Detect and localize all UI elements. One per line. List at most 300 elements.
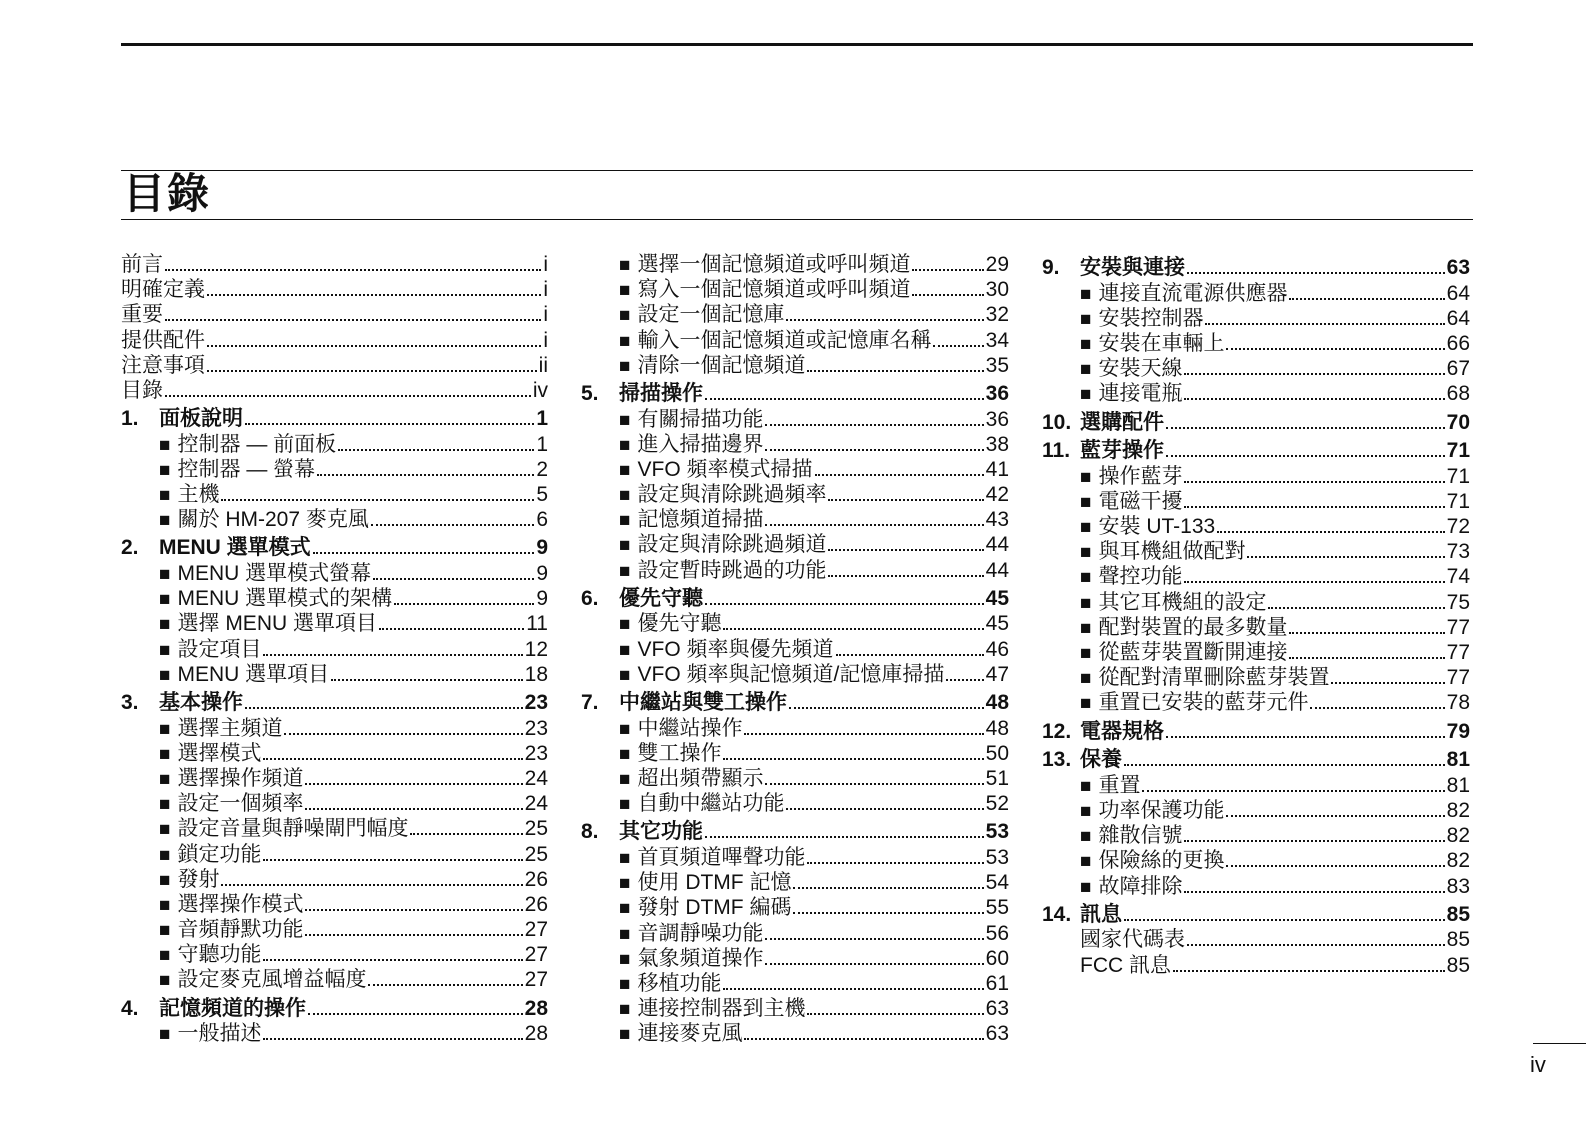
dot-leader	[1226, 814, 1444, 817]
section-number: 4.	[121, 996, 139, 1020]
toc-entry[interactable]	[121, 478, 548, 507]
toc-entry[interactable]	[121, 963, 548, 992]
toc-entry-label: 發射 DTMF 編碼	[637, 896, 792, 920]
dot-leader	[705, 397, 984, 400]
dot-leader	[1268, 606, 1444, 609]
toc-entry-label: 配對裝置的最多數量	[1098, 615, 1288, 639]
dot-leader	[1187, 271, 1445, 274]
dot-leader	[245, 422, 534, 425]
toc-entry-label: 設定音量與靜噪閘門幅度	[177, 817, 409, 841]
toc-entry[interactable]	[581, 273, 1009, 302]
toc-entry-page: 66	[1446, 331, 1470, 355]
toc-entry-label: MENU 選單模式螢幕	[177, 562, 372, 586]
dot-leader	[1166, 454, 1445, 457]
toc-entry[interactable]	[581, 428, 1009, 456]
dot-leader	[1173, 969, 1445, 972]
toc-entry-label: 記憶頻道的操作	[159, 996, 306, 1020]
square-bullet-icon: ■	[159, 459, 171, 481]
toc-entry-page: 11	[526, 612, 548, 636]
toc-entry[interactable]	[1042, 819, 1470, 848]
toc-entry-page: 6	[536, 508, 548, 532]
square-bullet-icon: ■	[1080, 643, 1092, 665]
toc-entry-page: iv	[532, 378, 548, 402]
dot-leader	[263, 958, 522, 961]
dot-leader	[263, 653, 522, 656]
toc-entry-page: 45	[985, 612, 1009, 636]
dot-leader	[705, 835, 984, 838]
square-bullet-icon: ■	[619, 255, 631, 276]
toc-entry-label: 重置	[1098, 773, 1141, 797]
dot-leader	[1184, 397, 1444, 400]
toc-entry-page: 9	[536, 562, 548, 586]
section-number: 6.	[581, 586, 599, 610]
toc-entry-label: MENU 選單模式	[159, 536, 311, 560]
toc-entry-label: 從配對清單刪除藍芽裝置	[1098, 666, 1330, 690]
dot-leader	[1217, 530, 1444, 533]
toc-entry-page: i	[543, 253, 548, 276]
toc-entry-label: 安裝 UT-133	[1098, 515, 1216, 539]
square-bullet-icon: ■	[619, 664, 631, 686]
dot-leader	[1124, 763, 1445, 766]
square-bullet-icon: ■	[159, 1024, 171, 1046]
toc-entry-page: 52	[985, 792, 1009, 816]
toc-entry-page: 77	[1446, 666, 1470, 690]
toc-entry-label: 設定與清除跳過頻道	[637, 533, 827, 557]
toc-entry-page: 70	[1446, 410, 1470, 434]
toc-entry[interactable]	[1042, 769, 1470, 797]
toc-entry[interactable]	[1042, 510, 1470, 539]
dot-leader	[744, 1037, 983, 1040]
title-rule-bottom	[121, 219, 1473, 220]
toc-entry[interactable]	[581, 324, 1009, 352]
toc-entry-label: 優先守聽	[637, 612, 722, 636]
toc-entry-page: 1	[536, 432, 548, 456]
toc-entry[interactable]	[121, 557, 548, 586]
toc-entry-label: 功率保護功能	[1098, 798, 1225, 822]
square-bullet-icon: ■	[159, 589, 171, 611]
square-bullet-icon: ■	[619, 434, 631, 456]
dot-leader	[305, 782, 522, 785]
toc-entry[interactable]	[121, 787, 548, 816]
toc-entry-label: 發射	[177, 867, 220, 891]
toc-entry[interactable]	[121, 582, 548, 611]
toc-entry-page: 71	[1446, 439, 1470, 463]
square-bullet-icon: ■	[619, 535, 631, 557]
square-bullet-icon: ■	[619, 459, 631, 481]
toc-entry-label: 選擇模式	[177, 741, 262, 765]
toc-entry-label: 中繼站與雙工操作	[619, 691, 787, 714]
top-rule	[121, 43, 1473, 46]
toc-entry[interactable]	[1042, 403, 1470, 432]
toc-entry-page: 82	[1446, 824, 1470, 848]
square-bullet-icon: ■	[1080, 876, 1092, 898]
toc-entry-label: MENU 選單項目	[177, 662, 330, 686]
toc-entry-page: 78	[1446, 691, 1470, 715]
toc-entry[interactable]	[581, 891, 1009, 920]
toc-entry-label: 鎖定功能	[177, 842, 262, 866]
dot-leader	[933, 344, 983, 347]
dot-leader	[765, 962, 983, 965]
dot-leader	[1289, 631, 1444, 634]
toc-entry-page: 85	[1446, 953, 1470, 977]
toc-entry[interactable]	[1042, 870, 1470, 898]
dot-leader	[765, 937, 983, 940]
toc-entry[interactable]	[581, 787, 1009, 816]
section-number: 11.	[1042, 439, 1071, 463]
toc-entry[interactable]	[581, 942, 1009, 970]
page-title: 目錄	[123, 169, 212, 218]
toc-entry[interactable]	[581, 554, 1009, 582]
dot-leader	[1184, 480, 1444, 483]
square-bullet-icon: ■	[619, 794, 631, 816]
toc-entry-label: 設定與清除跳過頻率	[637, 483, 827, 507]
dot-leader	[373, 577, 534, 580]
square-bullet-icon: ■	[159, 434, 171, 456]
square-bullet-icon: ■	[619, 873, 631, 895]
toc-entry-label: 雙工操作	[637, 741, 722, 765]
toc-entry[interactable]	[121, 658, 548, 686]
toc-entry-page: 36	[985, 407, 1009, 431]
toc-entry-label: 重要	[121, 303, 163, 327]
toc-entry-label: VFO 頻率與記憶頻道/記憶庫掃描	[637, 662, 945, 686]
toc-entry[interactable]	[581, 712, 1009, 740]
dot-leader	[828, 548, 983, 551]
toc-entry-page: 43	[985, 508, 1009, 532]
toc-entry-page: 67	[1446, 357, 1470, 381]
toc-entry[interactable]	[581, 992, 1009, 1021]
dot-leader	[828, 498, 983, 501]
toc-entry[interactable]	[1042, 277, 1470, 305]
toc-entry[interactable]	[121, 324, 548, 352]
dot-leader	[786, 318, 983, 321]
toc-entry[interactable]	[121, 428, 548, 456]
dot-leader	[1184, 839, 1444, 842]
square-bullet-icon: ■	[159, 794, 171, 816]
toc-entry[interactable]	[581, 248, 1009, 276]
toc-entry-page: 64	[1446, 306, 1470, 330]
toc-entry[interactable]	[1042, 485, 1470, 513]
toc-entry-page: 68	[1446, 382, 1470, 406]
toc-entry-page: 56	[985, 921, 1009, 945]
toc-entry-label: 選擇 MENU 選單項目	[177, 612, 377, 636]
toc-entry-label: 基本操作	[159, 691, 243, 714]
toc-entry-page: 1	[536, 407, 548, 431]
toc-entry-page: 51	[985, 766, 1009, 790]
toc-entry[interactable]	[1042, 352, 1470, 381]
dot-leader	[1289, 656, 1444, 659]
toc-entry-label: 安裝在車輛上	[1098, 331, 1225, 355]
dot-leader	[331, 678, 522, 681]
square-bullet-icon: ■	[159, 664, 171, 686]
dot-leader	[786, 807, 983, 810]
toc-entry-label: 面板說明	[159, 407, 243, 431]
toc-entry[interactable]	[121, 273, 548, 302]
square-bullet-icon: ■	[159, 614, 171, 636]
dot-leader	[1184, 372, 1444, 375]
dot-leader	[807, 369, 983, 372]
toc-entry-label: FCC 訊息	[1080, 953, 1171, 977]
square-bullet-icon: ■	[1080, 826, 1092, 848]
dot-leader	[1184, 505, 1444, 508]
toc-entry[interactable]	[121, 712, 548, 740]
toc-entry-label: 控制器 — 螢幕	[177, 457, 316, 481]
toc-entry[interactable]	[121, 913, 548, 942]
toc-entry-page: 9	[536, 587, 548, 611]
toc-entry-page: 75	[1446, 590, 1470, 614]
toc-entry-page: 46	[985, 637, 1009, 661]
toc-entry-page: 41	[985, 457, 1009, 481]
toc-entry-page: 48	[985, 716, 1009, 740]
square-bullet-icon: ■	[619, 560, 631, 582]
dot-leader	[1205, 322, 1444, 325]
toc-entry-label: 移植功能	[637, 971, 722, 995]
square-bullet-icon: ■	[619, 1024, 631, 1046]
toc-entry-page: 53	[985, 820, 1009, 844]
toc-entry[interactable]	[121, 683, 548, 712]
toc-entry-label: 選擇主頻道	[177, 716, 283, 740]
toc-entry-page: 23	[524, 716, 548, 740]
toc-entry-page: 2	[536, 457, 548, 481]
toc-entry-page: 77	[1446, 641, 1470, 665]
dot-leader	[221, 498, 534, 501]
dot-leader	[1166, 426, 1445, 429]
square-bullet-icon: ■	[159, 945, 171, 967]
square-bullet-icon: ■	[159, 894, 171, 916]
toc-entry[interactable]	[1042, 460, 1470, 488]
toc-entry[interactable]	[1042, 740, 1470, 772]
dot-leader	[1310, 706, 1444, 709]
dot-leader	[245, 706, 523, 709]
dot-leader	[765, 782, 983, 785]
toc-entry-label: 安裝天線	[1098, 357, 1183, 381]
toc-entry-page: 27	[524, 918, 548, 942]
dot-leader	[263, 858, 522, 861]
square-bullet-icon: ■	[619, 510, 631, 532]
toc-entry[interactable]	[581, 528, 1009, 557]
toc-entry-page: 60	[985, 946, 1009, 970]
toc-entry[interactable]	[1042, 586, 1470, 614]
dot-leader	[221, 883, 522, 886]
toc-entry[interactable]	[121, 762, 548, 790]
toc-entry-label: 明確定義	[121, 278, 205, 302]
toc-entry[interactable]	[581, 917, 1009, 945]
toc-entry-label: 選擇一個記憶頻道或呼叫頻道	[637, 253, 911, 276]
toc-entry-label: VFO 頻率模式掃描	[637, 457, 813, 481]
toc-entry[interactable]	[121, 607, 548, 636]
dot-leader	[207, 369, 537, 372]
toc-entry-label: 注意事項	[121, 353, 205, 377]
toc-entry-page: 24	[524, 766, 548, 790]
toc-entry-page: 63	[985, 997, 1009, 1021]
toc-entry-label: 設定項目	[177, 637, 262, 661]
square-bullet-icon: ■	[619, 409, 631, 431]
toc-entry[interactable]	[581, 812, 1009, 844]
square-bullet-icon: ■	[159, 819, 171, 841]
toc-entry[interactable]	[581, 841, 1009, 869]
toc-entry[interactable]	[581, 737, 1009, 765]
toc-entry-page: 30	[985, 278, 1009, 302]
square-bullet-icon: ■	[619, 898, 631, 920]
toc-entry[interactable]	[1042, 661, 1470, 690]
toc-entry[interactable]	[1042, 611, 1470, 639]
toc-entry-page: 81	[1446, 748, 1470, 772]
toc-entry-page: 71	[1446, 464, 1470, 488]
toc-entry[interactable]	[581, 762, 1009, 790]
dot-leader	[165, 318, 541, 321]
toc-entry[interactable]	[121, 938, 548, 967]
dot-leader	[263, 757, 522, 760]
square-bullet-icon: ■	[619, 305, 631, 327]
square-bullet-icon: ■	[1080, 668, 1092, 690]
toc-entry-label: 安裝與連接	[1080, 256, 1185, 279]
toc-entry-label: 電磁干擾	[1098, 489, 1183, 513]
dot-leader	[207, 293, 541, 296]
toc-entry[interactable]	[1042, 895, 1470, 924]
toc-entry-page: 47	[985, 662, 1009, 686]
toc-entry-page: 25	[524, 842, 548, 866]
toc-entry[interactable]	[1042, 949, 1470, 977]
toc-entry-label: 保險絲的更換	[1098, 849, 1225, 873]
toc-entry-label: 清除一個記憶頻道	[637, 353, 806, 377]
square-bullet-icon: ■	[619, 355, 631, 377]
toc-entry[interactable]	[121, 399, 548, 431]
square-bullet-icon: ■	[1080, 800, 1092, 822]
section-number: 2.	[121, 536, 139, 560]
square-bullet-icon: ■	[1080, 693, 1092, 715]
toc-entry-label: 設定一個記憶庫	[637, 303, 785, 327]
square-bullet-icon: ■	[619, 639, 631, 661]
toc-entry-label: 提供配件	[121, 328, 205, 352]
toc-entry-label: 設定麥克風增益幅度	[177, 968, 367, 992]
toc-entry-page: 54	[985, 871, 1009, 895]
toc-entry-label: 守聽功能	[177, 943, 262, 967]
square-bullet-icon: ■	[159, 844, 171, 866]
dot-leader	[1331, 681, 1444, 684]
dot-leader	[263, 1037, 522, 1040]
toc-entry-page: 53	[985, 845, 1009, 869]
toc-entry[interactable]	[121, 503, 548, 532]
dot-leader	[165, 268, 541, 271]
toc-column-2	[581, 248, 1009, 1046]
toc-entry[interactable]	[1042, 535, 1470, 564]
toc-entry-label: 關於 HM-207 麥克風	[177, 508, 369, 532]
toc-entry-page: 74	[1446, 565, 1470, 589]
toc-entry[interactable]	[581, 349, 1009, 377]
dot-leader	[912, 268, 983, 271]
toc-entry-label: 優先守聽	[619, 586, 703, 610]
toc-entry[interactable]	[1042, 844, 1470, 873]
dot-leader	[165, 394, 531, 397]
toc-entry[interactable]	[121, 888, 548, 916]
toc-entry-page: 50	[985, 741, 1009, 765]
page-number: iv	[1530, 1052, 1546, 1077]
toc-entry[interactable]	[1042, 923, 1470, 952]
toc-entry[interactable]	[581, 478, 1009, 507]
toc-entry-label: 氣象頻道操作	[637, 946, 764, 970]
toc-entry-label: 輸入一個記憶頻道或記憶庫名稱	[637, 328, 932, 352]
toc-entry[interactable]	[121, 248, 548, 276]
square-bullet-icon: ■	[1080, 308, 1092, 330]
toc-entry[interactable]	[581, 403, 1009, 431]
toc-entry[interactable]	[581, 453, 1009, 481]
toc-entry[interactable]	[121, 812, 548, 841]
dot-leader	[836, 653, 984, 656]
toc-entry[interactable]	[1042, 248, 1470, 277]
toc-entry-label: 首頁頻道嗶聲功能	[637, 845, 806, 869]
toc-entry[interactable]	[121, 349, 548, 377]
dot-leader	[1166, 735, 1445, 738]
toc-entry[interactable]	[1042, 794, 1470, 822]
toc-entry[interactable]	[1042, 431, 1470, 463]
toc-entry-label: 連接麥克風	[637, 1022, 743, 1046]
toc-entry[interactable]	[1042, 636, 1470, 665]
toc-entry[interactable]	[581, 607, 1009, 636]
toc-entry-page: 55	[985, 896, 1009, 920]
dot-leader	[815, 473, 984, 476]
toc-entry[interactable]	[121, 863, 548, 891]
toc-entry-label: 保養	[1080, 748, 1122, 772]
toc-entry[interactable]	[581, 967, 1009, 995]
dot-leader	[765, 423, 983, 426]
dot-leader	[1142, 789, 1444, 792]
toc-entry-page: 71	[1446, 489, 1470, 513]
toc-entry[interactable]	[121, 1017, 548, 1046]
toc-entry-page: i	[543, 328, 548, 352]
dot-leader	[828, 574, 983, 577]
dot-leader	[313, 551, 535, 554]
toc-entry-label: 前言	[121, 253, 163, 276]
square-bullet-icon: ■	[1080, 283, 1092, 305]
toc-entry-label: 選擇操作頻道	[177, 766, 304, 790]
toc-entry-label: 連接電瓶	[1098, 382, 1183, 406]
toc-entry[interactable]	[581, 658, 1009, 686]
toc-entry-label: 使用 DTMF 記憶	[637, 871, 792, 895]
square-bullet-icon: ■	[159, 869, 171, 891]
toc-entry-page: 23	[524, 691, 548, 714]
toc-entry[interactable]	[1042, 560, 1470, 589]
toc-entry-label: 連接直流電源供應器	[1098, 281, 1288, 305]
dot-leader	[394, 602, 534, 605]
toc-entry-label: 與耳機組做配對	[1098, 540, 1246, 564]
toc-entry[interactable]	[1042, 327, 1470, 355]
dot-leader	[807, 861, 983, 864]
toc-entry-label: 電器規格	[1080, 719, 1164, 743]
toc-entry[interactable]	[121, 737, 548, 765]
square-bullet-icon: ■	[619, 485, 631, 507]
toc-entry[interactable]	[1042, 377, 1470, 406]
dot-leader	[207, 344, 541, 347]
dot-leader	[1289, 297, 1444, 300]
toc-entry-label: VFO 頻率與優先頻道	[637, 637, 834, 661]
toc-entry[interactable]	[581, 633, 1009, 661]
toc-entry-label: 藍芽操作	[1080, 439, 1164, 463]
square-bullet-icon: ■	[159, 564, 171, 586]
square-bullet-icon: ■	[1080, 592, 1092, 614]
toc-entry-label: 聲控功能	[1098, 565, 1183, 589]
toc-entry[interactable]	[1042, 686, 1470, 715]
toc-entry-page: 25	[524, 817, 548, 841]
toc-entry-page: 26	[524, 892, 548, 916]
dot-leader	[305, 908, 522, 911]
toc-entry-page: 24	[524, 792, 548, 816]
square-bullet-icon: ■	[619, 948, 631, 970]
toc-entry-label: 安裝控制器	[1098, 306, 1204, 330]
square-bullet-icon: ■	[619, 614, 631, 636]
dot-leader	[1187, 943, 1445, 946]
dot-leader	[368, 983, 522, 986]
toc-entry-page: i	[543, 278, 548, 302]
square-bullet-icon: ■	[619, 330, 631, 352]
